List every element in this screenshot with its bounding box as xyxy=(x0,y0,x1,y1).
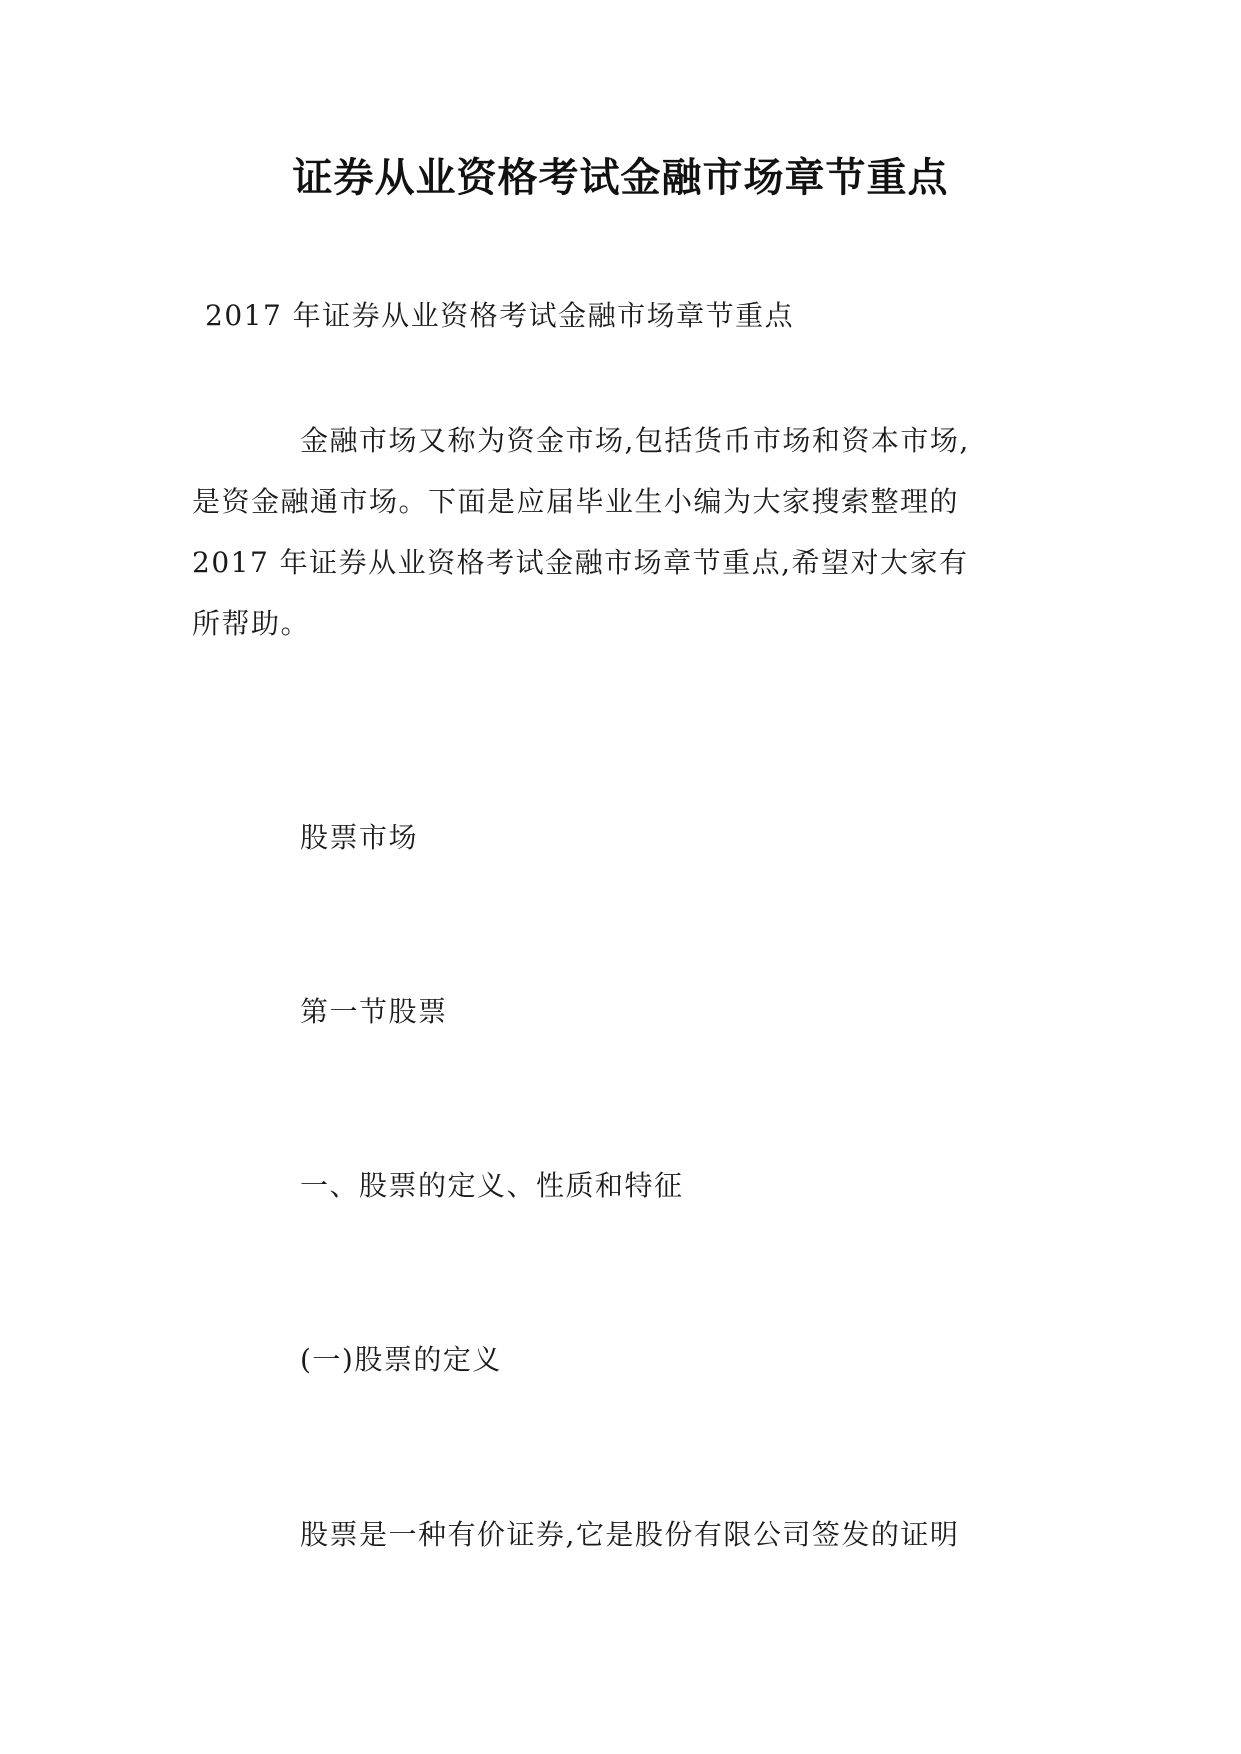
subsection-heading: 一、股票的定义、性质和特征 xyxy=(300,1169,684,1202)
body-paragraph: 股票是一种有价证券,它是股份有限公司签发的证明 xyxy=(300,1518,960,1551)
section-heading: 第一节股票 xyxy=(300,995,448,1028)
item-heading: (一)股票的定义 xyxy=(300,1343,502,1376)
intro-line: 是资金融通市场。下面是应届毕业生小编为大家搜索整理的 xyxy=(192,485,960,518)
intro-line: 所帮助。 xyxy=(192,607,311,640)
document-subtitle: 2017 年证券从业资格考试金融市场章节重点 xyxy=(205,299,795,332)
document-title: 证券从业资格考试金融市场章节重点 xyxy=(292,155,949,201)
intro-line: 2017 年证券从业资格考试金融市场章节重点,希望对大家有 xyxy=(192,546,969,579)
intro-paragraph xyxy=(192,410,1072,654)
market-heading: 股票市场 xyxy=(300,821,419,854)
intro-line: 金融市场又称为资金市场,包括货币市场和资本市场, xyxy=(300,424,970,457)
